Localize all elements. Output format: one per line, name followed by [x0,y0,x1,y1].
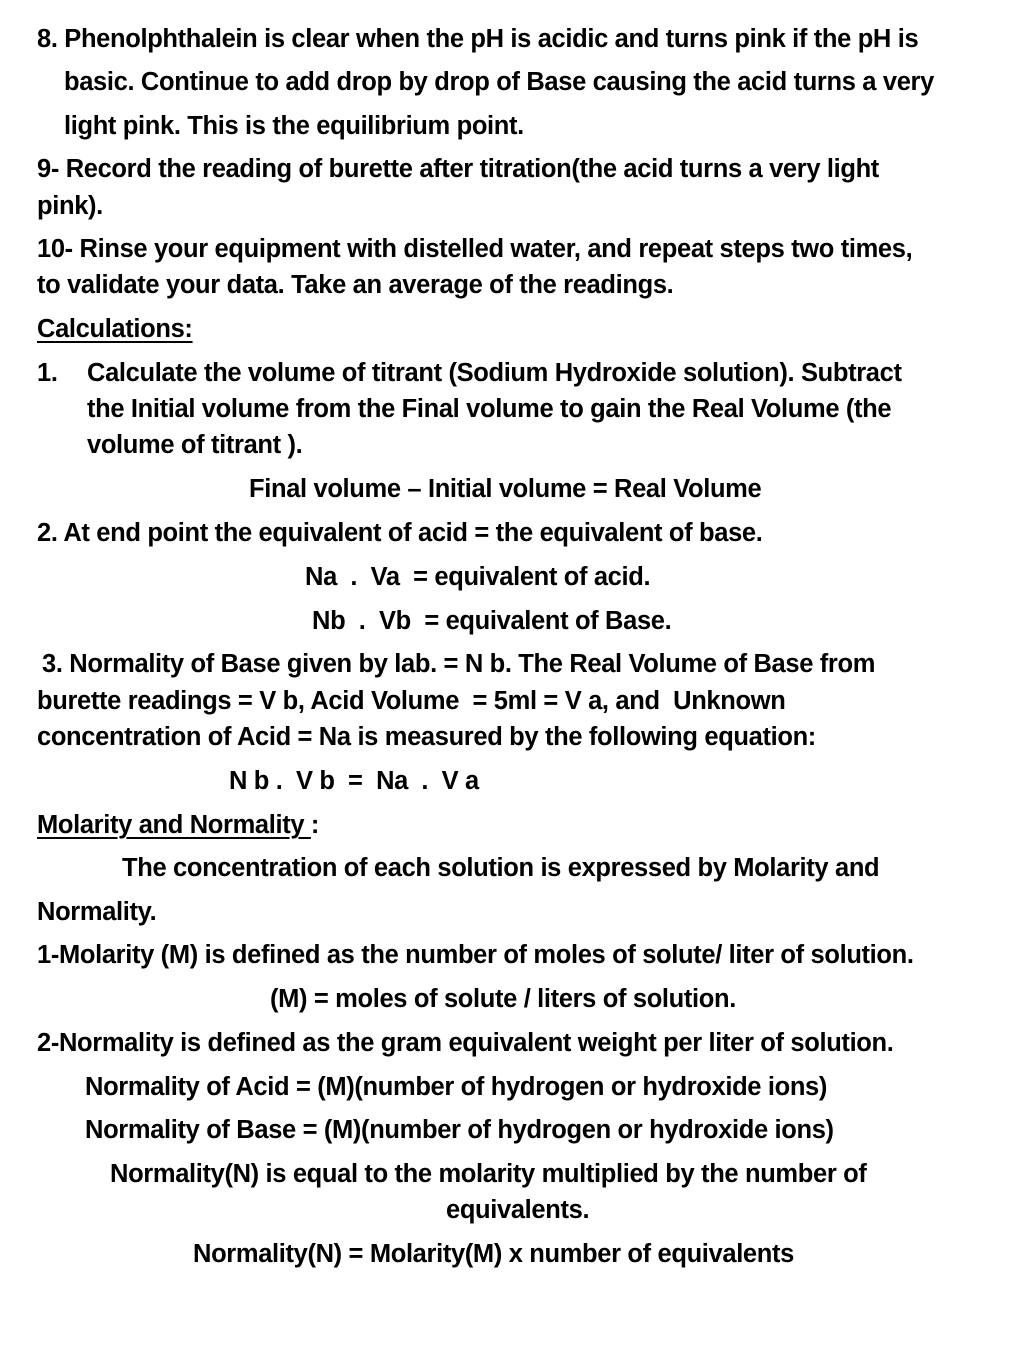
calc-item2: 2. At end point the equivalent of acid = the equivalent of base. [37,519,763,547]
calc-item3-line2: burette readings = V b, Acid Volume = 5ml = V a, and Unknown [37,687,786,715]
normality-acid: Normality of Acid = (M)(number of hydrogen or hydroxide ions) [85,1073,828,1101]
formula-titration-equation: N b . V b = Na . V a [229,767,479,795]
step8-line1: 8. Phenolphthalein is clear when the pH is acidic and turns pink if the pH is [37,25,919,53]
normality-note-line2: equivalents. [446,1196,590,1224]
calc-item3-line3: concentration of Acid = Na is measured by the following equation: [37,723,816,751]
formula-base-equivalent: Nb . Vb = equivalent of Base. [312,607,672,635]
calc-item1-line3: volume of titrant ). [87,431,303,459]
normality-definition: 2-Normality is defined as the gram equivalent weight per liter of solution. [37,1029,894,1057]
intro-line1: The concentration of each solution is expressed by Molarity and [122,854,880,882]
heading-colon: : [310,811,320,839]
molarity-normality-heading-text: Molarity and Normality [37,811,311,839]
intro-line2: Normality. [37,898,157,926]
calculations-heading: Calculations: [37,315,193,343]
step9-line2: pink). [37,192,103,220]
formula-acid-equivalent: Na . Va = equivalent of acid. [305,563,651,591]
calc-item1-number: 1. [37,359,58,387]
step10-line1: 10- Rinse your equipment with distelled water, and repeat steps two times, [37,235,913,263]
step10-line2: to validate your data. Take an average of the readings. [37,271,674,299]
normality-base: Normality of Base = (M)(number of hydrogen or hydroxide ions) [85,1116,834,1144]
molarity-definition: 1-Molarity (M) is defined as the number of moles of solute/ liter of solution. [37,941,914,969]
formula-normality: Normality(N) = Molarity(M) x number of equivalents [193,1240,794,1268]
step8-line3: light pink. This is the equilibrium point. [64,112,524,140]
calc-item1-line1: Calculate the volume of titrant (Sodium Hydroxide solution). Subtract [87,359,902,387]
calc-item1-line2: the Initial volume from the Final volume to gain the Real Volume (the [87,395,892,423]
calc-item3-line1: 3. Normality of Base given by lab. = N b. The Real Volume of Base from [42,650,876,678]
step9-line1: 9- Record the reading of burette after titration(the acid turns a very light [37,155,879,183]
step8-line2: basic. Continue to add drop by drop of Base causing the acid turns a very [64,68,934,96]
normality-note-line1: Normality(N) is equal to the molarity multiplied by the number of [110,1160,867,1188]
molarity-normality-heading [37,810,319,840]
formula-molarity: (M) = moles of solute / liters of solution. [270,985,736,1013]
formula-real-volume: Final volume – Initial volume = Real Volume [249,475,762,503]
